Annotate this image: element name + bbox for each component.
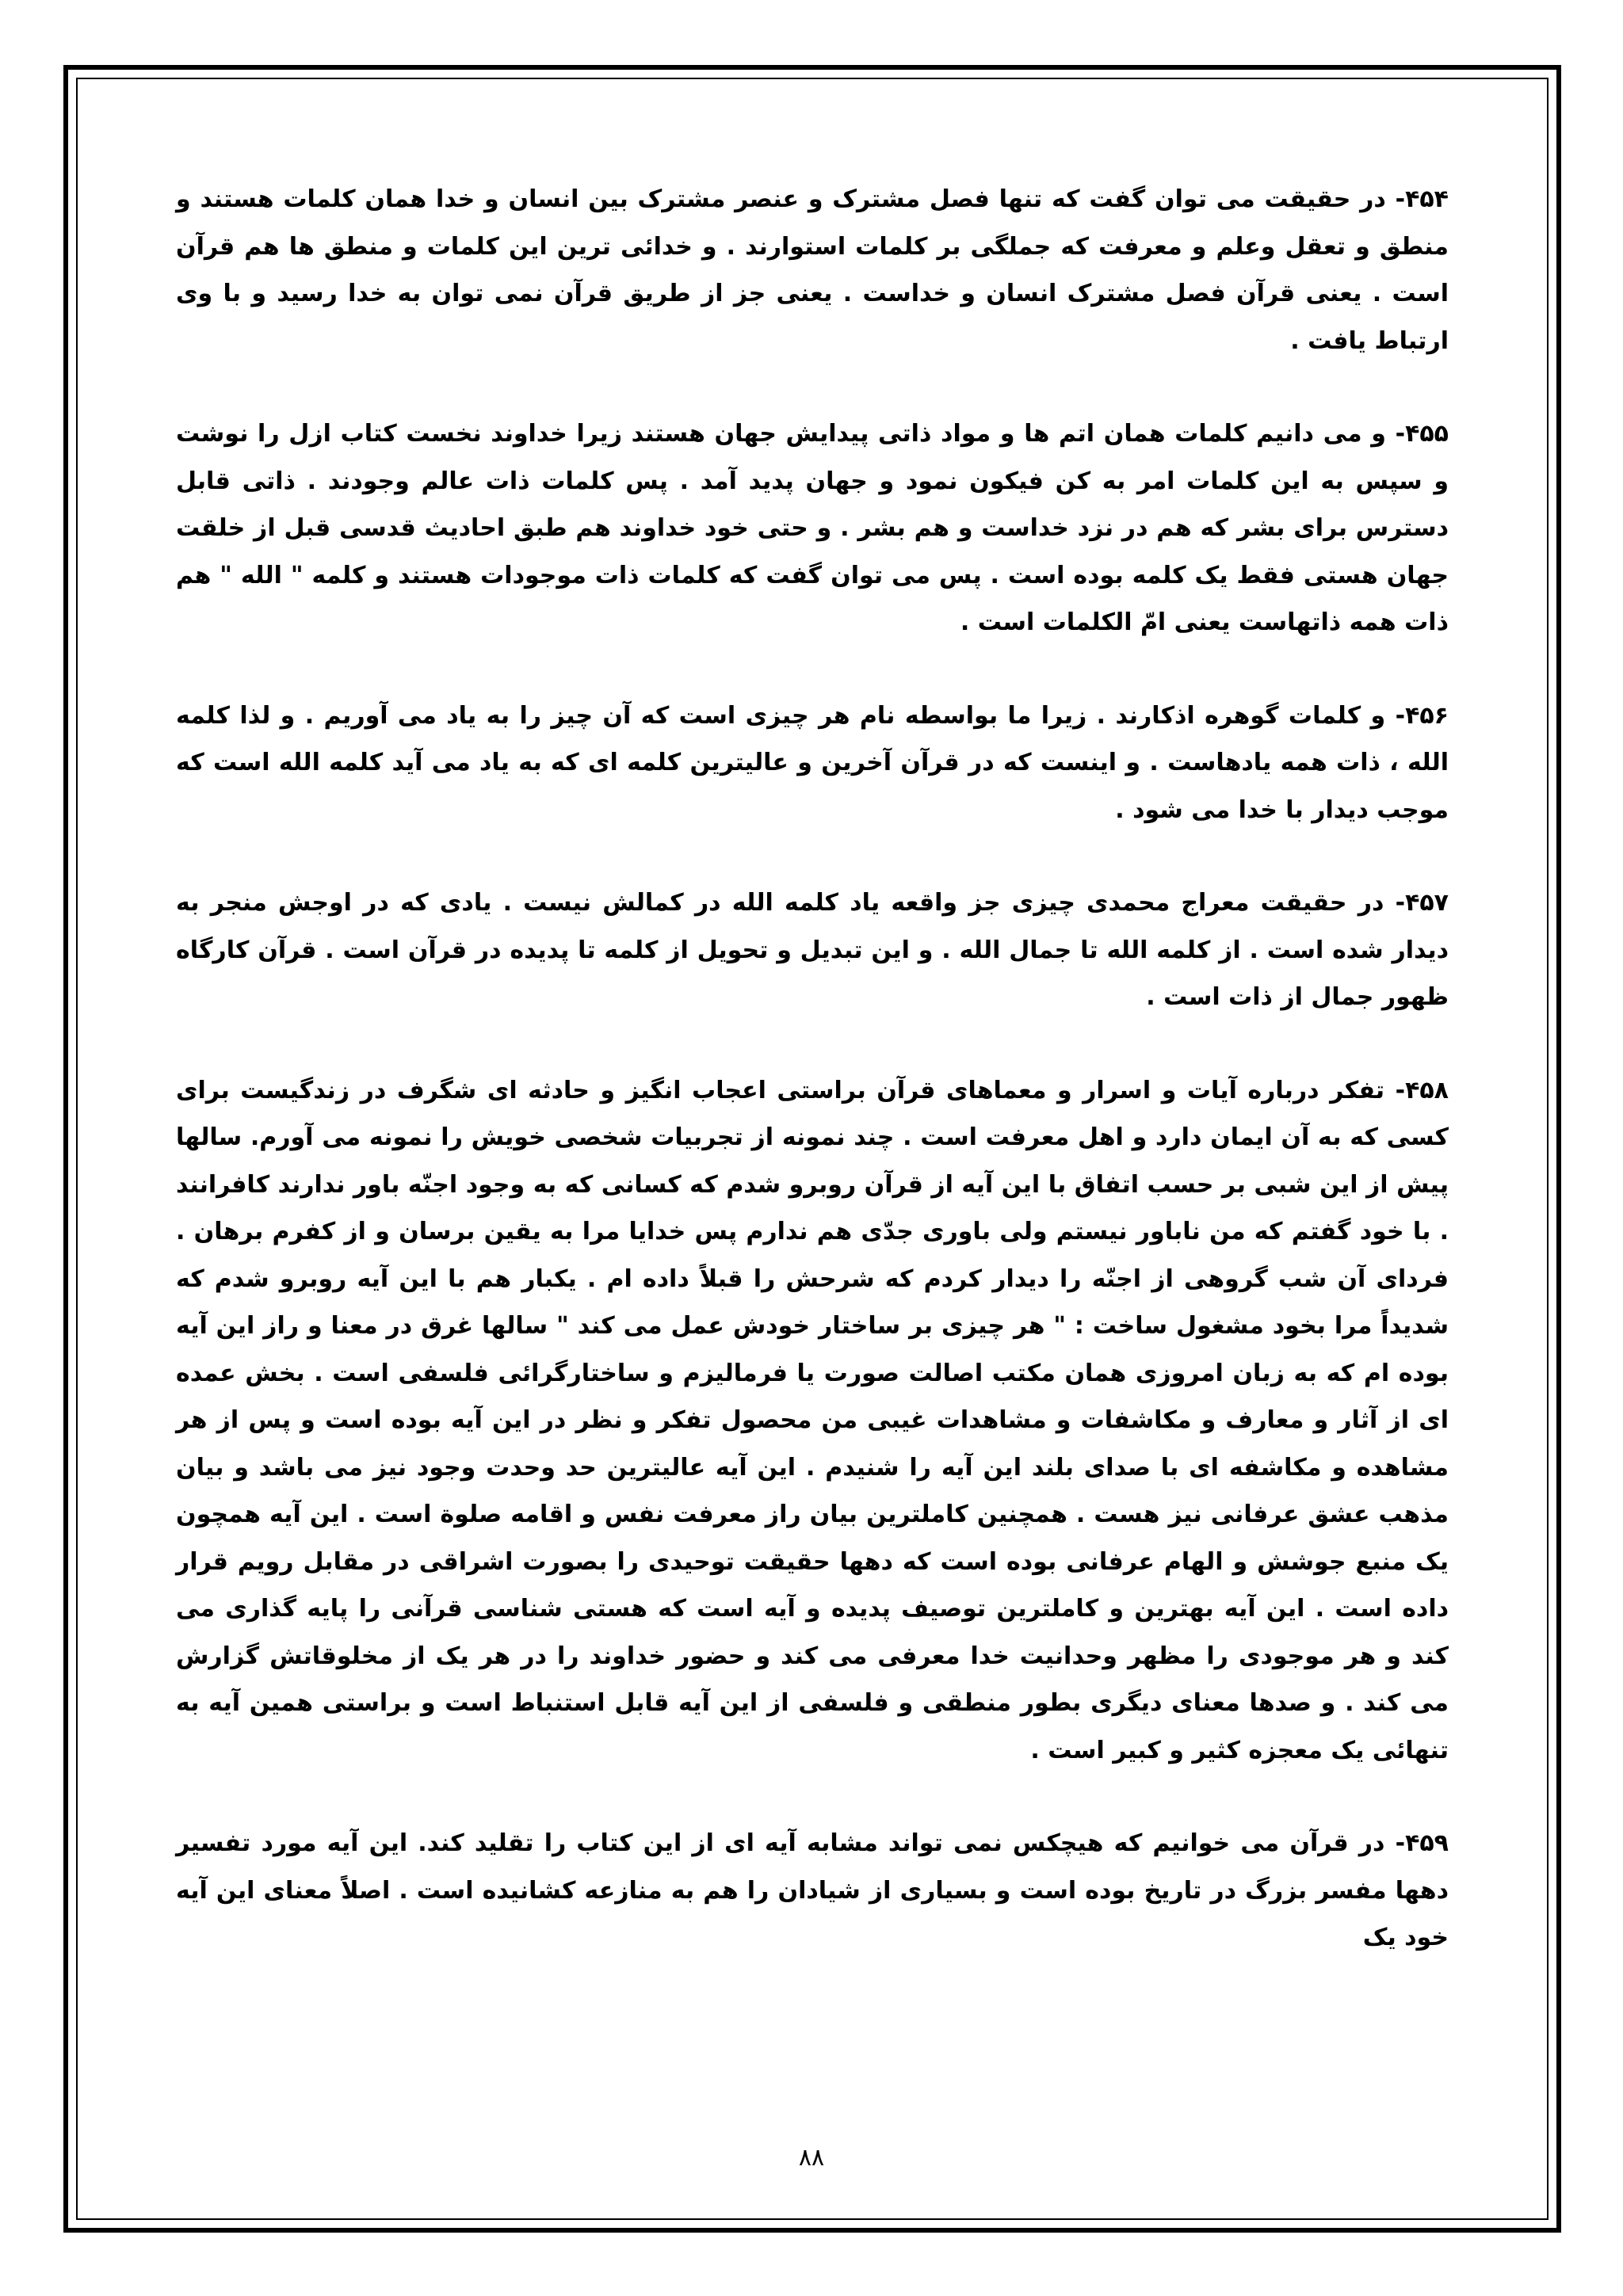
paragraph-457: ۴۵۷- در حقیقت معراج محمدی چیزی جز واقعه یاد کلمه الله در کمالش نیست . یادی که در اوجش منجر به دیدار شده است . از کلمه الله تا جمال الله . و این تبدیل و تحویل از کلمه تا پدیده در قرآن است . قرآن کارگاه ظهور جمال از ذات است . <box>176 889 1449 1011</box>
paragraph-455: ۴۵۵- و می دانیم کلمات همان اتم ها و مواد ذاتی پیدایش جهان هستند زیرا خداوند نخست کتاب ازل را نوشت و سپس به این کلمات امر به کن فیکون نمود و جهان پدید آمد . پس کلمات ذات عالم وجودند . ذاتی قابل دسترس برای بشر که هم در نزد خداست و هم بشر . و حتی خود خداوند هم طبق احادیث قدسی قبل از خلقت جهان هستی فقط یک کلمه بوده است . پس می توان گفت که کلمات ذات موجودات هستند و کلمه " الله " هم ذات همه ذاتهاست یعنی امّ الکلمات است . <box>176 420 1449 636</box>
paragraph-456: ۴۵۶- و کلمات گوهره اذکارند . زیرا ما بواسطه نام هر چیزی است که آن چیز را به یاد می آوریم . و لذا کلمه الله ، ذات همه یادهاست . و اینست که در قرآن آخرین و عالیترین کلمه ای که به یاد می آید کلمه الله است که موجب دیدار با خدا می شود . <box>176 701 1449 824</box>
paragraph-458: ۴۵۸- تفکر درباره آیات و اسرار و معماهای قرآن براستی اعجاب انگیز و حادثه ای شگرف در زندگیست برای کسی که به آن ایمان دارد و اهل معرفت است . چند نمونه از تجربیات شخصی خویش را نمونه می آورم. سالها پیش از این شبی بر حسب اتفاق با این آیه از قرآن روبرو شدم که کسانی که به وجود اجنّه باور ندارند کافرانند . با خود گفتم که من ناباور نیستم ولی باوری جدّی هم ندارم پس خدایا مرا به یقین برسان و از کفرم برهان . فردای آن شب گروهی از اجنّه را دیدار کردم که شرحش را قبلاً داده ام . یکبار هم با این آیه روبرو شدم که شدیداً مرا بخود مشغول ساخت : " هر چیزی بر ساختار خودش عمل می کند " سالها غرق در معنا و راز این آیه بوده ام که به زبان امروزی همان مکتب اصالت صورت یا فرمالیزم و ساختارگرائی فلسفی است . بخش عمده ای از آثار و معارف و مکاشفات و مشاهدات غیبی من محصول تفکر و نظر در این آیه بوده است و پس از هر مشاهده و مکاشفه ای با صدای بلند این آیه را شنیدم . این آیه عالیترین حد وحدت وجود نیز می باشد و بیان مذهب عشق عرفانی نیز هست . همچنین کاملترین بیان راز معرفت نفس و اقامه صلوة است . این آیه همچون یک منبع جوشش و الهام عرفانی بوده است که دهها حقیقت توحیدی را بصورت اشراقی در مقابل رویم قرار داده است . این آیه بهترین و کاملترین توصیف پدیده و آیه است که هستی شناسی قرآنی را پایه گذاری می کند و هر موجودی را مظهر وحدانیت خدا معرفی می کند و حضور خداوند را در هر یک از مخلوقاتش گزارش می کند . و صدها معنای دیگری بطور منطقی و فلسفی از این آیه قابل استنباط است و براستی همین آیه به تنهائی یک معجزه کثیر و کبیر است . <box>176 1076 1449 1764</box>
document-body <box>176 176 1449 1962</box>
paragraph-454: ۴۵۴- در حقیقت می توان گفت که تنها فصل مشترک و عنصر مشترک بین انسان و خدا همان کلمات هستند و منطق و تعقل وعلم و معرفت که جملگی بر کلمات استوارند . و خدائی ترین این کلمات و منطق ها هم قرآن است . یعنی قرآن فصل مشترک انسان و خداست . یعنی جز از طریق قرآن نمی توان به خدا رسید و با وی ارتباط یافت . <box>176 185 1449 355</box>
paragraph-459: ۴۵۹- در قرآن می خوانیم که هیچکس نمی تواند مشابه آیه ای از این کتاب را تقلید کند. این آیه مورد تفسیر دهها مفسر بزرگ در تاریخ بوده است و بسیاری از شیادان را هم به منازعه کشانیده است . اصلاً معنای این آیه خود یک <box>176 1829 1449 1951</box>
page-number: ۸۸ <box>798 2144 825 2172</box>
